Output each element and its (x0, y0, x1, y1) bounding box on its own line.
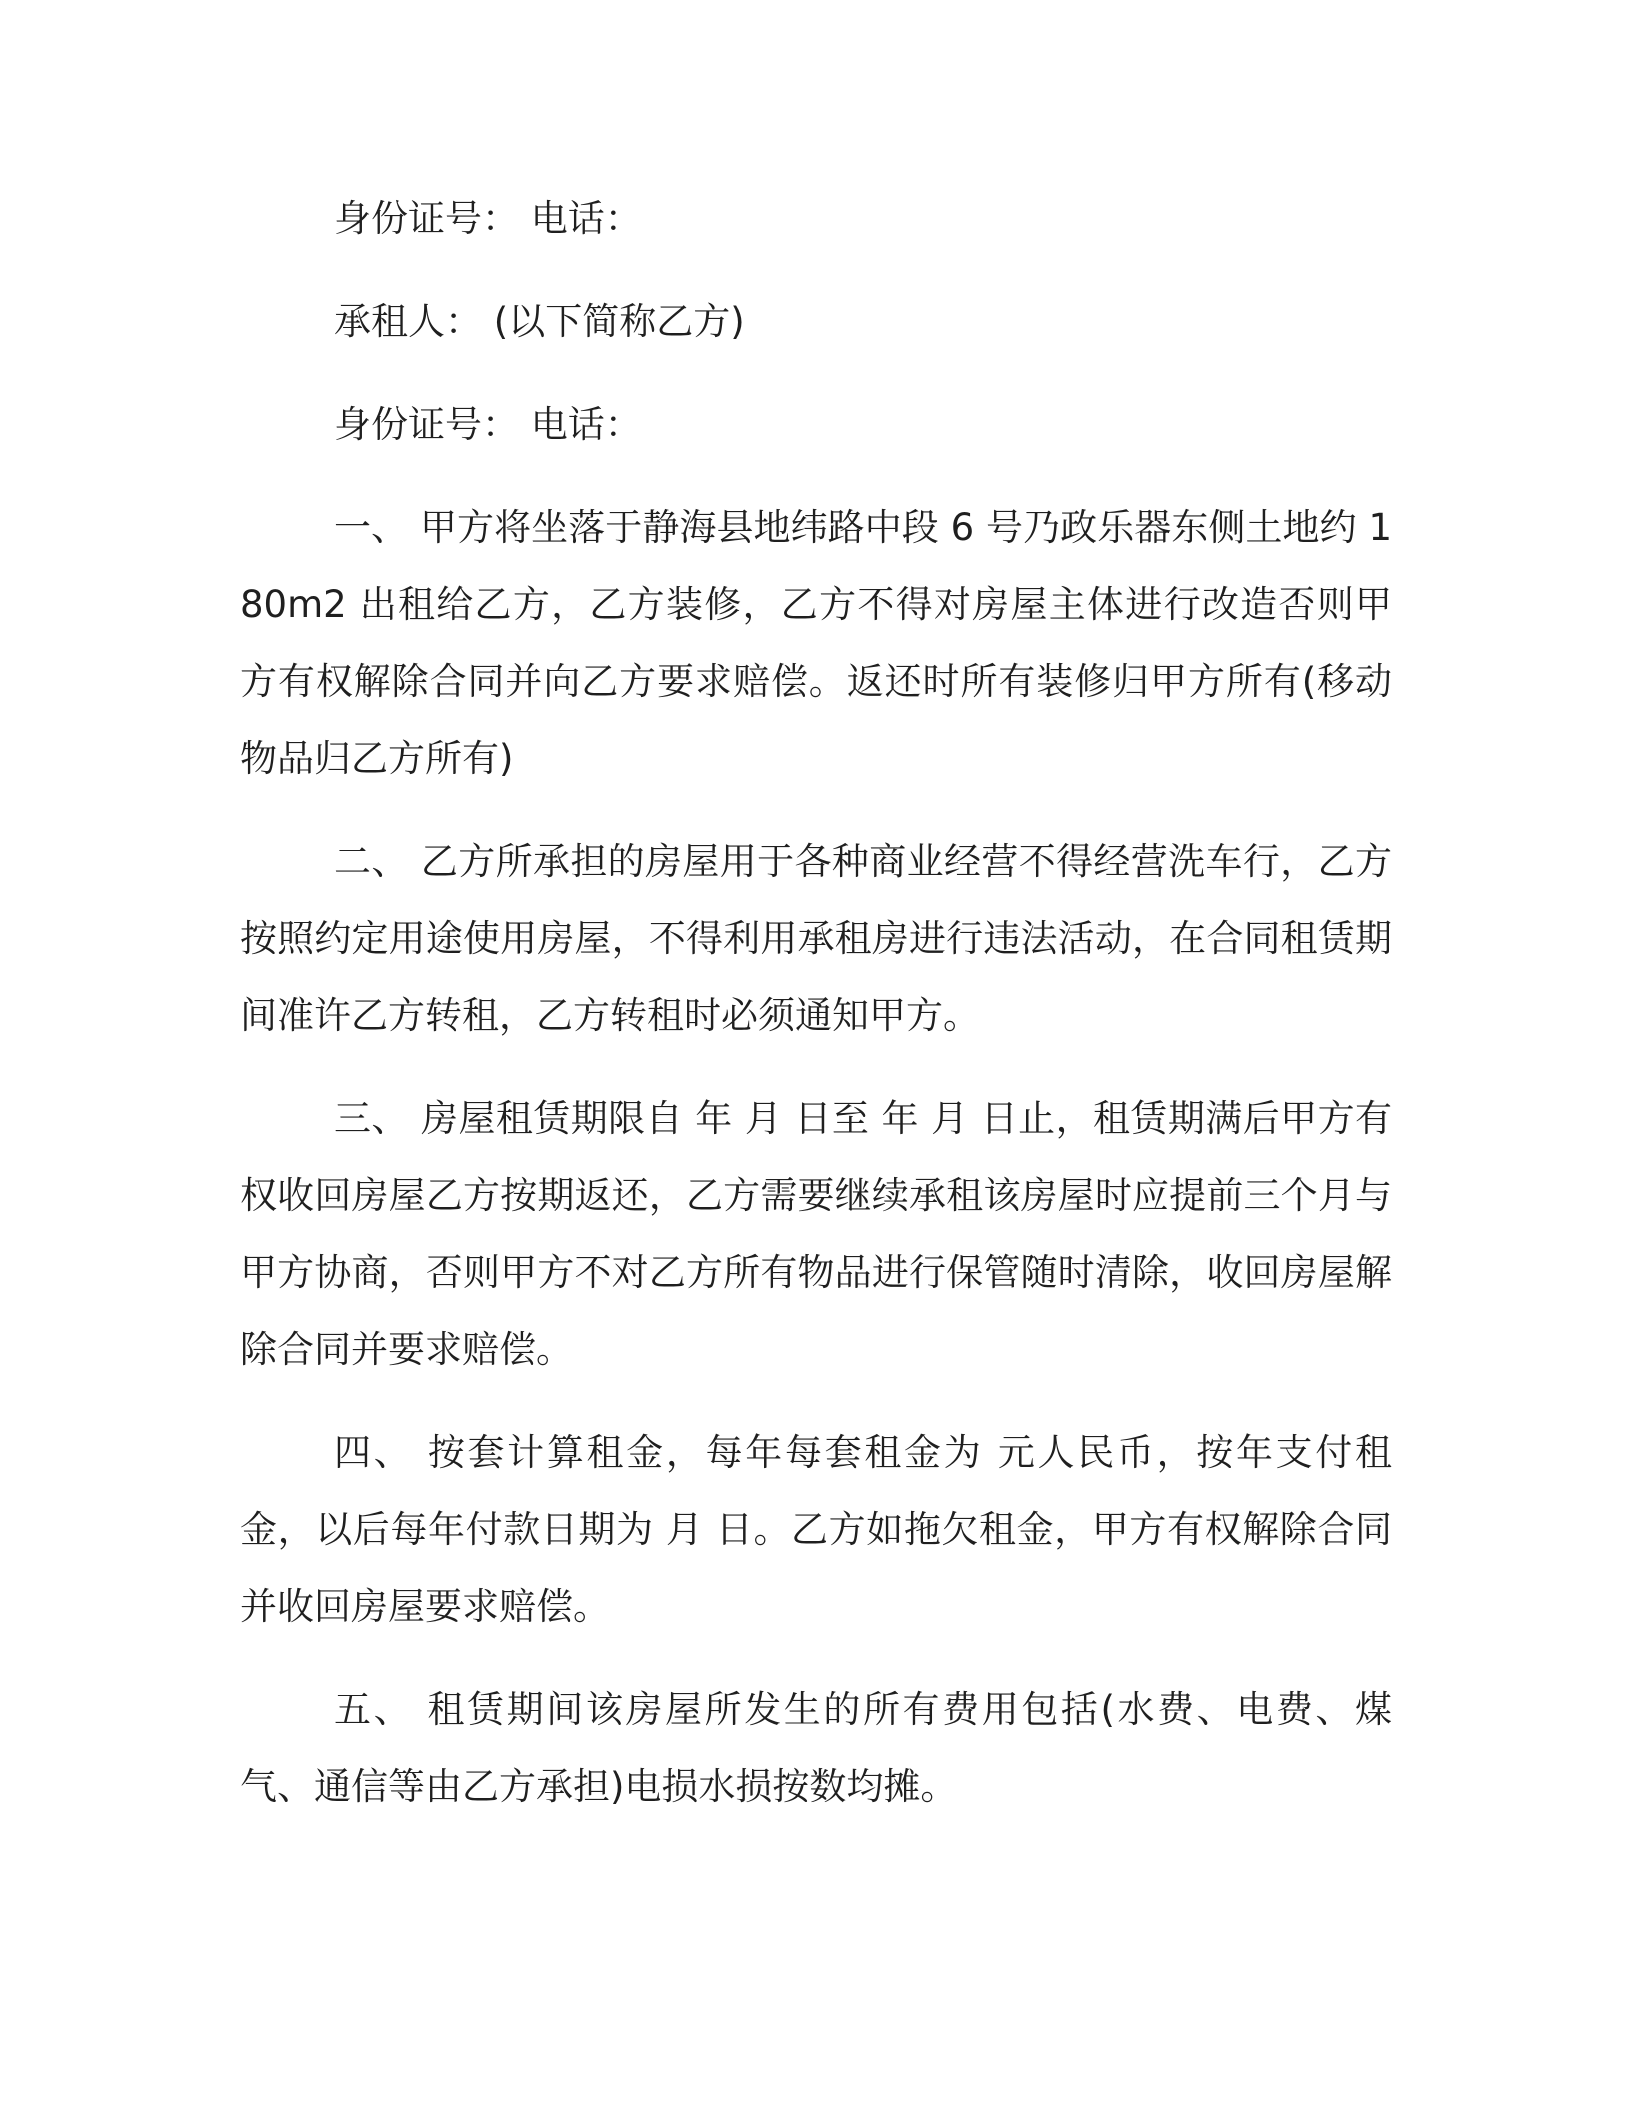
clause-4: 四、 按套计算租金，每年每套租金为 元人民币，按年支付租金，以后每年付款日期为 月 日。乙方如拖欠租金，甲方有权解除合同并收回房屋要求赔偿。 (240, 1431, 1392, 1628)
clause-3: 三、 房屋租赁期限自 年 月 日至 年 月 日止，租赁期满后甲方有权收回房屋乙方按期返还，乙方需要继续承租该房屋时应提前三个月与甲方协商，否则甲方不对乙方所有物品进行保管随时清除，收回房屋解除合同并要求赔偿。 (240, 1097, 1392, 1371)
document-body (240, 180, 1392, 1851)
landlord-id-phone-line: 身份证号： 电话： (334, 197, 642, 240)
tenant-id-phone-line: 身份证号： 电话： (334, 403, 642, 446)
clause-1: 一、 甲方将坐落于静海县地纬路中段 6 号乃政乐器东侧土地约 180m2 出租给乙方，乙方装修，乙方不得对房屋主体进行改造否则甲方有权解除合同并向乙方要求赔偿。返还时所有装修归甲方所有(移动物品归乙方所有) (240, 506, 1392, 780)
tenant-line: 承租人： (以下简称乙方) (334, 300, 745, 343)
clause-5: 五、 租赁期间该房屋所发生的所有费用包括(水费、电费、煤气、通信等由乙方承担)电损水损按数均摊。 (240, 1688, 1392, 1808)
clause-2: 二、 乙方所承担的房屋用于各种商业经营不得经营洗车行，乙方按照约定用途使用房屋，不得利用承租房进行违法活动，在合同租赁期间准许乙方转租，乙方转租时必须通知甲方。 (240, 840, 1392, 1037)
